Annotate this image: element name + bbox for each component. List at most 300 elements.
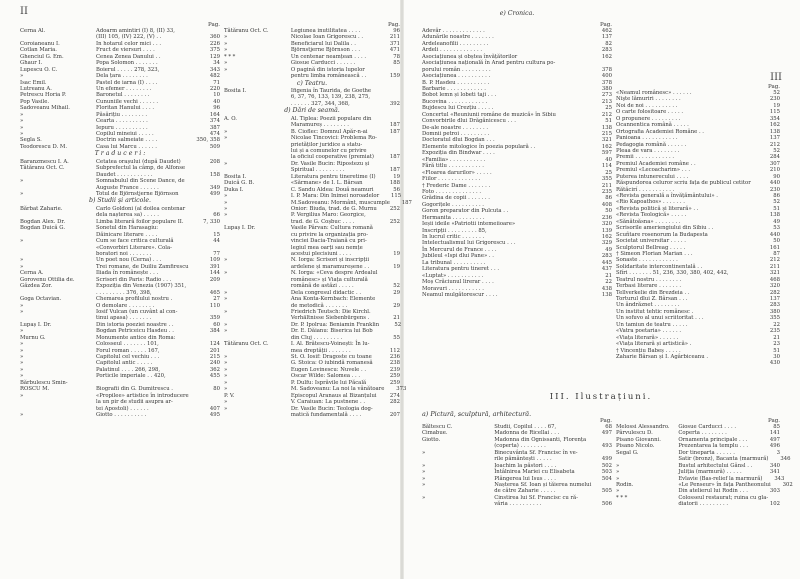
entry-title: Iliada în românește . . . <box>96 270 159 277</box>
entry-page: 115 <box>769 109 780 116</box>
entry-page: 115 <box>391 193 402 200</box>
entry-title: «Sărmane» de I. L. Bârsan <box>290 180 363 187</box>
entry-title: Floritan Hanului . . . . <box>96 105 155 112</box>
entry-title: Scrisori din Paris: Radio . . . <box>96 276 172 283</box>
entry-title: Juliția (marmură) . . . . . <box>678 469 742 476</box>
right-column-1 <box>422 22 612 298</box>
entry-author: » <box>20 373 24 380</box>
entry-page: 77 <box>213 251 220 257</box>
entry-page: 496 <box>769 443 780 450</box>
entry-author: » <box>422 469 426 476</box>
entry-author: Ghenciul G. Em. <box>20 53 64 60</box>
entry-page: 187 <box>401 199 412 206</box>
entry-title: Satir (bronz), Bacanta (marmură) <box>678 456 769 463</box>
entry-title: Ortografia Academiei Române . . <box>616 128 704 135</box>
entry-page: 493 <box>601 443 612 450</box>
entry-author: » <box>616 475 620 482</box>
entry-author: » <box>224 308 228 315</box>
entry-page: 201 <box>209 347 220 354</box>
illustrations-subheading: a) Pictură, sculptură, arhitectură. <box>422 410 532 418</box>
entry-title: Auguste France . . . . . . <box>96 184 159 191</box>
entry-title: Adoarm amintiri (I) 8, (II) 33, <box>96 28 175 34</box>
entry-author: Lutreanu A. <box>20 85 52 92</box>
entry-title: I. Al. Brătescu-Voinești: În lu- <box>290 341 370 348</box>
entry-title: Concertul «Reuniunii române de muzică» în Sibiu <box>422 111 556 118</box>
index-entry <box>20 191 220 197</box>
entry-author: » <box>224 328 228 335</box>
entry-title: Carlo Goldoni (al doilea centenar <box>96 205 186 212</box>
entry-page: 215 <box>209 354 220 360</box>
entry-author: » <box>616 462 620 469</box>
entry-author: Cerna A. <box>20 270 44 277</box>
entry-page: 502 <box>601 462 612 469</box>
entry-page: 273 <box>601 92 612 99</box>
pag-label: Pag. <box>387 22 400 28</box>
entry-author: A. O. <box>224 115 237 122</box>
entry-page: 495 <box>209 411 220 418</box>
entry-page: 373 <box>396 386 407 393</box>
entry-page: 212 <box>769 257 780 264</box>
entry-page: 438 <box>601 285 612 292</box>
entry-author: Murnu G. <box>20 334 46 341</box>
entry-page: 60 <box>213 321 220 328</box>
entry-page: 51 <box>605 118 612 125</box>
entry-title: Capitolul cel vechiu . . . <box>96 354 160 360</box>
entry-page: 110 <box>209 302 220 309</box>
entry-title: «Rio Kapoathos» . . . . . . . <box>616 199 685 206</box>
entry-page: 109 <box>209 257 220 264</box>
entry-page: 375 <box>209 47 220 54</box>
entry-title: «Viața literară și artistică» . <box>616 341 692 348</box>
entry-title: Puterea intunerecului . . . . <box>616 173 689 180</box>
entry-title: Ardeleanofilii . . . . . . . . . <box>422 40 489 47</box>
entry-author: Cerna Al. <box>20 28 46 34</box>
entry-page: 7, 330 <box>203 218 220 225</box>
entry-title: . . . . . . . . . 376, 398, <box>96 289 152 296</box>
entry-title: Oscar Wilde: Salomea . . . <box>290 373 361 380</box>
entry-page: 52 <box>773 90 780 96</box>
entry-page: 86 <box>773 193 780 199</box>
entry-page: 445 <box>601 259 612 266</box>
entry-title: Forul roman . . . . . 167, <box>96 347 160 354</box>
entry-page: 468 <box>769 276 780 283</box>
entry-title: G. Stoica: O iubindă romanesă <box>290 360 373 367</box>
page-number: II <box>20 6 28 17</box>
entry-title: Neamul mulgătorescur . . . . <box>422 291 498 298</box>
entry-author: » <box>20 178 24 185</box>
entry-title: Baronetul . . . . . . . . <box>96 92 150 99</box>
index-entry <box>616 501 780 507</box>
entry-title: Pedagogia română . . . . . . <box>616 141 687 148</box>
section-heading: c) Teatru. <box>296 79 328 87</box>
entry-title: Asociațiunea și obștea învățătorilor <box>422 53 518 60</box>
entry-author: Rodin. <box>616 481 634 488</box>
entry-page: 238 <box>389 360 400 367</box>
entry-title: Evlavie (Bas-relief la marmură) <box>678 475 763 482</box>
entry-title: Grădina de copii . . . . . . . <box>422 195 490 202</box>
pag-label: Pag. <box>599 22 612 28</box>
entry-page: 509 <box>209 143 220 150</box>
entry-title: Cum se face critica culturală <box>96 238 174 245</box>
entry-page: 53 <box>773 225 780 232</box>
entry-page: 144 <box>209 270 220 277</box>
entry-title: Dr. E. Dăianu: Biserica lui Bob <box>290 328 373 335</box>
entry-title: Expoziția din Bindwar . . . . <box>422 150 495 157</box>
entry-author: Coroianeanu I. <box>20 40 60 47</box>
entry-author: » <box>224 354 228 360</box>
entry-author: Bărbat Zaharie. <box>20 205 63 212</box>
entry-title: Inscripții . . . . . . . . . 85, <box>422 227 487 234</box>
left-column-1 <box>20 22 220 418</box>
entry-title: Literatura pentru tineret . . . <box>422 266 500 273</box>
entry-title: Scrisorile ameriengiului din Sibiu . . <box>616 225 714 232</box>
entry-title: Doctrin salmeiate . . . . <box>96 137 158 144</box>
entry-title: Studii, Copilul . . . . 67, <box>494 424 557 430</box>
entry-page: 284 <box>769 154 780 161</box>
entry-page: 138 <box>601 291 612 298</box>
entry-title: Nicolae Tincovici: Problema Ro- <box>290 135 377 142</box>
entry-page: 3 <box>776 449 780 456</box>
entry-title: văria . . . . . . . . . . <box>494 501 542 508</box>
entry-page: 371 <box>389 40 400 47</box>
entry-title: Asociațiunea . . . . . . . . . . <box>422 73 491 80</box>
entry-page: 282 <box>769 289 780 296</box>
entry-title: Pastel de iarna (I) . . . . <box>96 79 158 86</box>
index-entry <box>422 501 612 507</box>
entry-author: Pisano Nicolo. <box>616 443 655 450</box>
entry-page: 378 <box>601 66 612 73</box>
entry-page: 40 <box>605 156 612 163</box>
entry-page: 141 <box>769 430 780 437</box>
entry-title: Sonaste . . . . . . . . . . . . <box>616 257 678 264</box>
entry-page: 124 <box>209 341 220 348</box>
entry-title: (III) 105, (IV) 222, (V) . . <box>96 34 162 41</box>
entry-title: Ornamenta principale . . . <box>678 436 748 443</box>
entry-page: 220 <box>209 85 220 92</box>
entry-page: 236 <box>601 214 612 221</box>
entry-title: Dela țara . . . . . . . . <box>96 73 148 80</box>
entry-title: Un institut tehtic românesc . <box>616 308 694 315</box>
entry-title: Al. Tiplea: Poezii populare din <box>290 115 372 122</box>
entry-page: 188 <box>389 180 400 187</box>
entry-title: In lucrul critic . . . . . . . <box>422 234 485 240</box>
entry-title: Subprefectul la câmp, de Alfonse <box>96 165 186 172</box>
entry-title: Bobot lemn și lobeti taji . . . <box>422 92 497 99</box>
entry-page: 162 <box>769 122 780 129</box>
index-entry <box>422 292 612 298</box>
entry-title: Somnabulul din Scene Dance, de <box>96 178 185 185</box>
entry-title: Terbasi literare . . . . . . . <box>616 283 682 290</box>
entry-title: Panioana . . . . . . . . . . . <box>616 135 678 142</box>
entry-title: Madonna de Ricellai . . . <box>494 430 560 437</box>
entry-page: 259 <box>389 373 400 380</box>
entry-page: 19 <box>773 102 780 109</box>
entry-page: 51 <box>773 347 780 354</box>
entry-title: Daudet . . . . . . . . . . . <box>96 171 153 178</box>
entry-title: Un poet nou (Cerna) . . . <box>96 257 162 264</box>
entry-author: » <box>20 124 24 131</box>
entry-title: Domnii petroi . . . . . . . . . <box>422 131 490 137</box>
entry-page: 320 <box>601 221 612 228</box>
entry-title: Ieșii ideile «Patriotii intemeiioare» <box>422 221 516 228</box>
index-entry <box>20 412 220 418</box>
entry-page: 455 <box>209 373 220 380</box>
entry-title: Elemente mitologice în poezia populară . . <box>422 143 536 150</box>
entry-title: mea dreptății . . . . . . . <box>290 347 351 354</box>
entry-page: 29 <box>393 302 400 309</box>
entry-page: 55 <box>393 334 400 341</box>
entry-title: dela nașterea sa) . . . . . <box>96 212 159 219</box>
entry-title: Hermanita . . . . . . . . . . <box>422 214 485 221</box>
entry-page: 85 <box>773 424 780 430</box>
entry-title: Cenea Zenea Danului . . <box>96 53 161 60</box>
entry-author: Gorovenu Ottilia de. <box>20 276 75 283</box>
entry-page: 329 <box>601 240 612 247</box>
entry-author: Duka I. <box>224 186 244 193</box>
entry-author: » <box>422 462 426 469</box>
entry-author: » <box>20 131 24 137</box>
entry-page: 56 <box>393 186 400 193</box>
entry-page: 465 <box>209 289 220 296</box>
entry-author: » <box>224 66 228 73</box>
entry-author: Segla S. <box>20 137 42 144</box>
entry-page: 19 <box>393 173 400 180</box>
entry-page: 19 <box>393 251 400 257</box>
entry-title: trad. de G. Coșbuc . . . . <box>290 218 355 225</box>
entry-author: Sadoveanu Mihail. <box>20 105 70 112</box>
entry-title: In hotarul celor mici . . . <box>96 40 162 47</box>
entry-page: 360 <box>209 34 220 41</box>
entry-author: » <box>224 360 228 367</box>
illustrations-column-1 <box>422 418 612 508</box>
entry-title: Biografii din G. Dumitrescu . <box>96 386 173 393</box>
entry-title: N. Iorga: «Ceva despre Ardealul <box>290 270 378 277</box>
entry-author: Bosita I. <box>224 173 247 180</box>
entry-title: tinui apasa) . . . . . . . <box>96 315 152 322</box>
entry-title: Spiritual . . . . . . . . . <box>290 167 345 174</box>
entry-page: 96 <box>213 105 220 112</box>
entry-title: prietăților juridice a statu- <box>290 141 363 148</box>
entry-page: 321 <box>769 270 780 277</box>
entry-title: Teatrul nostru . . . . . . . . <box>616 276 682 283</box>
entry-page: 387 <box>209 124 220 131</box>
entry-author: Bosita I. <box>224 88 247 94</box>
entry-page: 213 <box>601 98 612 105</box>
entry-page: 274 <box>389 392 400 399</box>
entry-page: 503 <box>601 469 612 476</box>
entry-author: » <box>224 60 228 67</box>
entry-page: 471 <box>389 47 400 54</box>
right-page <box>402 0 800 579</box>
entry-author: Cimabue. <box>422 430 448 437</box>
entry-page: 210 <box>769 167 780 174</box>
entry-page: 137 <box>769 135 780 142</box>
entry-page: 162 <box>601 143 612 150</box>
entry-title: Intelectualismul lui Grigorescu . . . <box>422 240 516 247</box>
entry-page: 114 <box>601 163 612 170</box>
entry-title: Barbarie . . . . . . . . . . . . <box>422 85 486 92</box>
entry-page: 187 <box>389 167 400 174</box>
entry-title: O propunere . . . . . . . . . <box>616 115 681 122</box>
entry-title: Iosif Vulcan (un cuvânt al con- <box>96 308 178 315</box>
entry-author: » <box>20 73 24 80</box>
entry-page: 282 <box>389 399 400 406</box>
entry-title: † Vincențiu Babeș . . . . . <box>616 347 681 354</box>
right-column-2 <box>616 84 780 367</box>
entry-title: † Simeon Florian Marian . . . <box>616 250 693 257</box>
pag-label: Pag. <box>599 418 612 424</box>
entry-page: 437 <box>601 266 612 273</box>
entry-author: » <box>20 341 24 348</box>
entry-page: 23 <box>773 341 780 348</box>
entry-author: » <box>20 366 24 373</box>
entry-author: » <box>20 392 24 399</box>
entry-title: de metodică . . . . . . . <box>290 302 348 309</box>
entry-title: Adunările noastre . . . . . . . <box>422 34 494 41</box>
entry-page: 340 <box>769 462 780 469</box>
entry-title: românesc» și Viața culturală <box>290 276 368 283</box>
entry-page: 211 <box>601 182 612 189</box>
entry-author: » <box>20 411 24 418</box>
entry-page: 19 <box>393 263 400 270</box>
entry-author: » <box>224 128 228 135</box>
entry-author: Lupaș I. Dr. <box>20 321 52 328</box>
entry-title: Gogorițele . . . . . . . . . . <box>422 201 484 208</box>
left-column-2 <box>224 22 412 418</box>
entry-title: la un pir de studii asupra ar- <box>96 399 173 406</box>
index-list <box>224 28 412 418</box>
entry-title: Moș Crăciunul lirerar . . . . <box>422 279 494 286</box>
entry-page: 374 <box>209 118 220 125</box>
entry-page: 440 <box>769 180 780 187</box>
entry-title: Cetatea orașului (după Daudet) <box>96 158 181 165</box>
entry-page: 359 <box>209 315 220 322</box>
entry-title: Literatura pentru tineretime (I) <box>290 173 376 180</box>
entry-author: » <box>422 481 426 488</box>
entry-author: » <box>20 118 24 125</box>
entry-page: 283 <box>601 253 612 260</box>
entry-author: Tătăranu Oct. C. <box>224 28 269 34</box>
entry-title: vinciei Dacia-Traiană cu pri- <box>290 238 367 245</box>
entry-title: acestui plecisiuni . . . . <box>290 251 352 257</box>
entry-title: Moravuri . . . . . . . . . . . <box>422 285 484 292</box>
entry-author: Bogdan Duică G. <box>20 225 66 232</box>
entry-page: 209 <box>209 276 220 283</box>
entry-title: Din atelierul lui Rodin . . . <box>678 488 748 495</box>
entry-author: * * * <box>616 494 628 501</box>
entry-author: Lupaș I. Dr. <box>224 225 256 232</box>
entry-title: B. P. Hasdeu . . . . . . . . . . <box>422 79 490 86</box>
entry-title: din Cluj . . . . . . . . . <box>290 334 343 341</box>
entry-title: «Sănătoăsna» . . . . . . . . <box>616 218 681 225</box>
entry-title: St. O. Iosif: Dragoste cu toane <box>290 354 372 360</box>
entry-title: O demolare . . . . . . . . <box>96 302 155 309</box>
entry-author: » <box>224 270 228 277</box>
entry-page: 211 <box>389 34 400 41</box>
pag-label: Pag. <box>767 84 780 90</box>
entry-page: 40 <box>213 98 220 105</box>
entry-author: Baranzmescu I. A. <box>20 158 69 165</box>
entry-title: Colosseul restaurat; ruina cu gla- <box>678 494 769 501</box>
entry-page: 380 <box>601 85 612 92</box>
entry-title: Ioachim la păstori . . . . <box>494 462 557 469</box>
entry-author: Melossi Alessandro. <box>616 424 670 430</box>
entry-author: * * * <box>224 53 236 60</box>
entry-page: 112 <box>389 347 400 354</box>
entry-title: Vasile Pârvan: Cultura romană <box>290 225 373 232</box>
entry-title: Doctoratul dlui Bogdan . . . <box>422 137 495 144</box>
index-list <box>616 90 780 367</box>
entry-title: Giotto . . . . . . . . . . <box>96 411 147 418</box>
entry-author: Găzdea Zor. <box>20 283 53 290</box>
entry-author: » <box>20 347 24 354</box>
entry-title: Plângerea lui Isus . . . . <box>494 475 556 482</box>
entry-title: Asociațiunea națională în Arad pentru cultura po- <box>422 60 556 67</box>
entry-page: 307 <box>769 160 780 167</box>
entry-title: Giosue Carducci . . . . . . <box>290 60 356 67</box>
entry-title: Capitolul antic . . . . . <box>96 360 153 367</box>
entry-title: O pagină din istoria lupelor <box>290 66 365 73</box>
illustrations-heading: III. Ilustrațiuni. <box>549 392 653 402</box>
entry-author: » <box>224 386 228 393</box>
entry-author: » <box>20 257 24 264</box>
entry-page: 440 <box>769 231 780 238</box>
entry-author: ROSCU M. <box>20 386 50 393</box>
entry-author: » <box>224 289 228 296</box>
entry-page: 400 <box>601 73 612 80</box>
entry-title: Fiilor . . . . . . . . . . . . . <box>422 176 481 183</box>
entry-page: 44 <box>213 238 220 245</box>
entry-page: 283 <box>601 47 612 54</box>
entry-title: Popa Solomon . . . . . . . <box>96 60 158 67</box>
entry-title: † Frederic Dame . . . . . . . <box>422 182 491 189</box>
entry-title: «Vatra poetaria» . . . . . . <box>616 328 682 335</box>
entry-page: 259 <box>389 379 400 386</box>
entry-page: 158 <box>209 171 220 178</box>
entry-title: De-ale noastre . . . . . . . . <box>422 124 489 131</box>
entry-title: «Viața literară» . . . . . . <box>616 334 679 341</box>
entry-page: 159 <box>389 73 400 80</box>
entry-title: V. Caraiuan: La pustnene . . <box>290 399 366 406</box>
entry-title: Monumente antice din Roma: <box>96 334 176 341</box>
entry-title: ardelene și maramureșene . . <box>290 263 370 270</box>
entry-author: P. V. <box>224 392 235 399</box>
entry-page: 162 <box>601 53 612 60</box>
entry-page: 499 <box>601 456 612 463</box>
entry-title: Jubileul «Ispi dlui Pane» . . <box>422 253 494 260</box>
entry-title: «Convorbiri Literare». Cola- <box>96 244 172 251</box>
index-entry <box>20 144 220 150</box>
entry-title: Premiul «Lecoacharim» . . . <box>616 167 691 174</box>
entry-title: Binecuvânta Sf. Francisc în ve- <box>494 449 578 456</box>
entry-title: Coperta . . . . . . . . <box>678 430 727 437</box>
entry-author: » <box>224 373 228 380</box>
entry-author: » <box>224 40 228 47</box>
entry-author: » <box>422 475 426 482</box>
entry-page: 138 <box>769 212 780 219</box>
entry-title: Palatinul . . . . 266, 298, <box>96 366 161 373</box>
entry-page: 302 <box>782 481 793 488</box>
entry-title: Sonetul din Harasagiu: <box>96 225 159 232</box>
entry-title: legiul mea oarți sau nemțe <box>290 244 363 251</box>
section-heading: b) Studii și articole. <box>89 197 151 205</box>
entry-title: «Le Penseur» în fața Pantheonului <box>678 481 771 488</box>
entry-title: Sfíri . . . . . . . 51, 236, 330, 380, 402, 442, <box>616 270 729 277</box>
entry-author: » <box>224 135 228 142</box>
entry-title: Casa lui Marcu . . . . . . <box>96 143 157 150</box>
entry-author: » <box>224 405 228 412</box>
entry-page: 90 <box>773 173 780 180</box>
